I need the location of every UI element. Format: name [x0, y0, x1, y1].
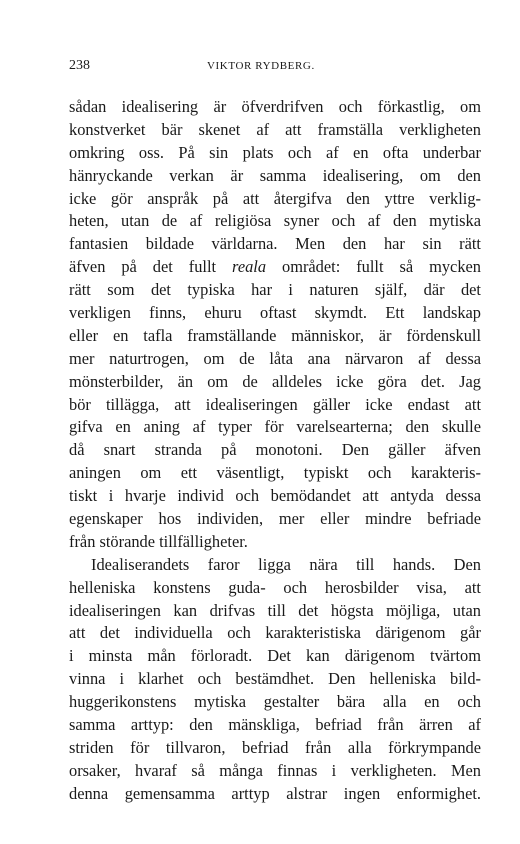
- text-line: samma arttyp: den mänskliga, befriad från ärren af: [69, 715, 481, 735]
- text-line: egenskaper hos individen, mer eller mindre befriade: [69, 509, 481, 529]
- book-page: [69, 58, 481, 806]
- page-number: 238: [69, 58, 90, 73]
- text-segment: området: fullt så mycken: [266, 257, 481, 277]
- text-line: idealiseringen kan drifvas till det högsta möjliga, utan: [69, 600, 481, 620]
- text-line: att det individuella och karakteristiska därigenom går: [69, 623, 481, 643]
- text-line: fantasien bildade världarna. Men den har sin rätt: [69, 234, 481, 254]
- text-line: heten, utan de af religiösa syner och af den mytiska: [69, 211, 481, 231]
- text-line-with-emphasis: [69, 256, 481, 279]
- text-line: från störande tillfälligheter.: [69, 531, 248, 551]
- text-line: rätt som det typiska har i naturen själf, där det: [69, 280, 481, 300]
- text-line: striden för tillvaron, befriad från alla förkrympande: [69, 737, 481, 757]
- text-line: sådan idealisering är öfverdrifven och förkastlig, om: [69, 97, 481, 116]
- text-line: gifva en aning af typer för varelsearterna; den skulle: [69, 417, 481, 437]
- text-line: denna gemensamma arttyp alstrar ingen enformighet.: [69, 783, 481, 803]
- page-header: [69, 58, 481, 82]
- body-text: [69, 96, 481, 806]
- text-line: då snart stranda på monotoni. Den gäller äfven: [69, 440, 481, 460]
- text-line: hänryckande verkan är samma idealisering, om den: [69, 165, 481, 185]
- text-line: aningen om ett väsentligt, typiskt och karakteris-: [69, 463, 481, 483]
- text-line: tiskt i hvarje individ och bemödandet att antyda dessa: [69, 486, 481, 506]
- text-line: mer naturtrogen, om de låta ana närvaron af dessa: [69, 348, 481, 368]
- text-line: vinna i klarhet och bestämdhet. Den helleniska bild-: [69, 669, 481, 689]
- text-segment: äfven på det fullt: [69, 257, 233, 277]
- text-line: mönsterbilder, än om de alldeles icke göra det. Jag: [69, 371, 481, 391]
- text-line: icke gör anspråk på att återgifva den yttre verklig-: [69, 188, 481, 208]
- text-line: Idealiserandets faror ligga nära till hands. Den: [91, 554, 481, 574]
- text-line: omkring oss. På sin plats och af en ofta underbar: [69, 142, 481, 162]
- running-head: VIKTOR RYDBERG.: [207, 60, 315, 72]
- text-line: i minsta mån förloradt. Det kan därigenom tvärtom: [69, 646, 481, 666]
- text-line: bör tillägga, att idealiseringen gäller icke endast att: [69, 394, 481, 414]
- text-line: konstverket bär skenet af att framställa verkligheten: [69, 119, 481, 139]
- text-line: verkligen finns, ehuru oftast skymdt. Ett landskap: [69, 303, 481, 323]
- emphasized-word: reala: [232, 257, 267, 277]
- text-line: eller en tafla framställande människor, är fördenskull: [69, 325, 481, 345]
- text-line: huggerikonstens mytiska gestalter bära alla en och: [69, 692, 481, 712]
- text-line: orsaker, hvaraf så många finnas i verkligheten. Men: [69, 760, 481, 780]
- text-line: helleniska konstens guda- och herosbilder visa, att: [69, 577, 481, 597]
